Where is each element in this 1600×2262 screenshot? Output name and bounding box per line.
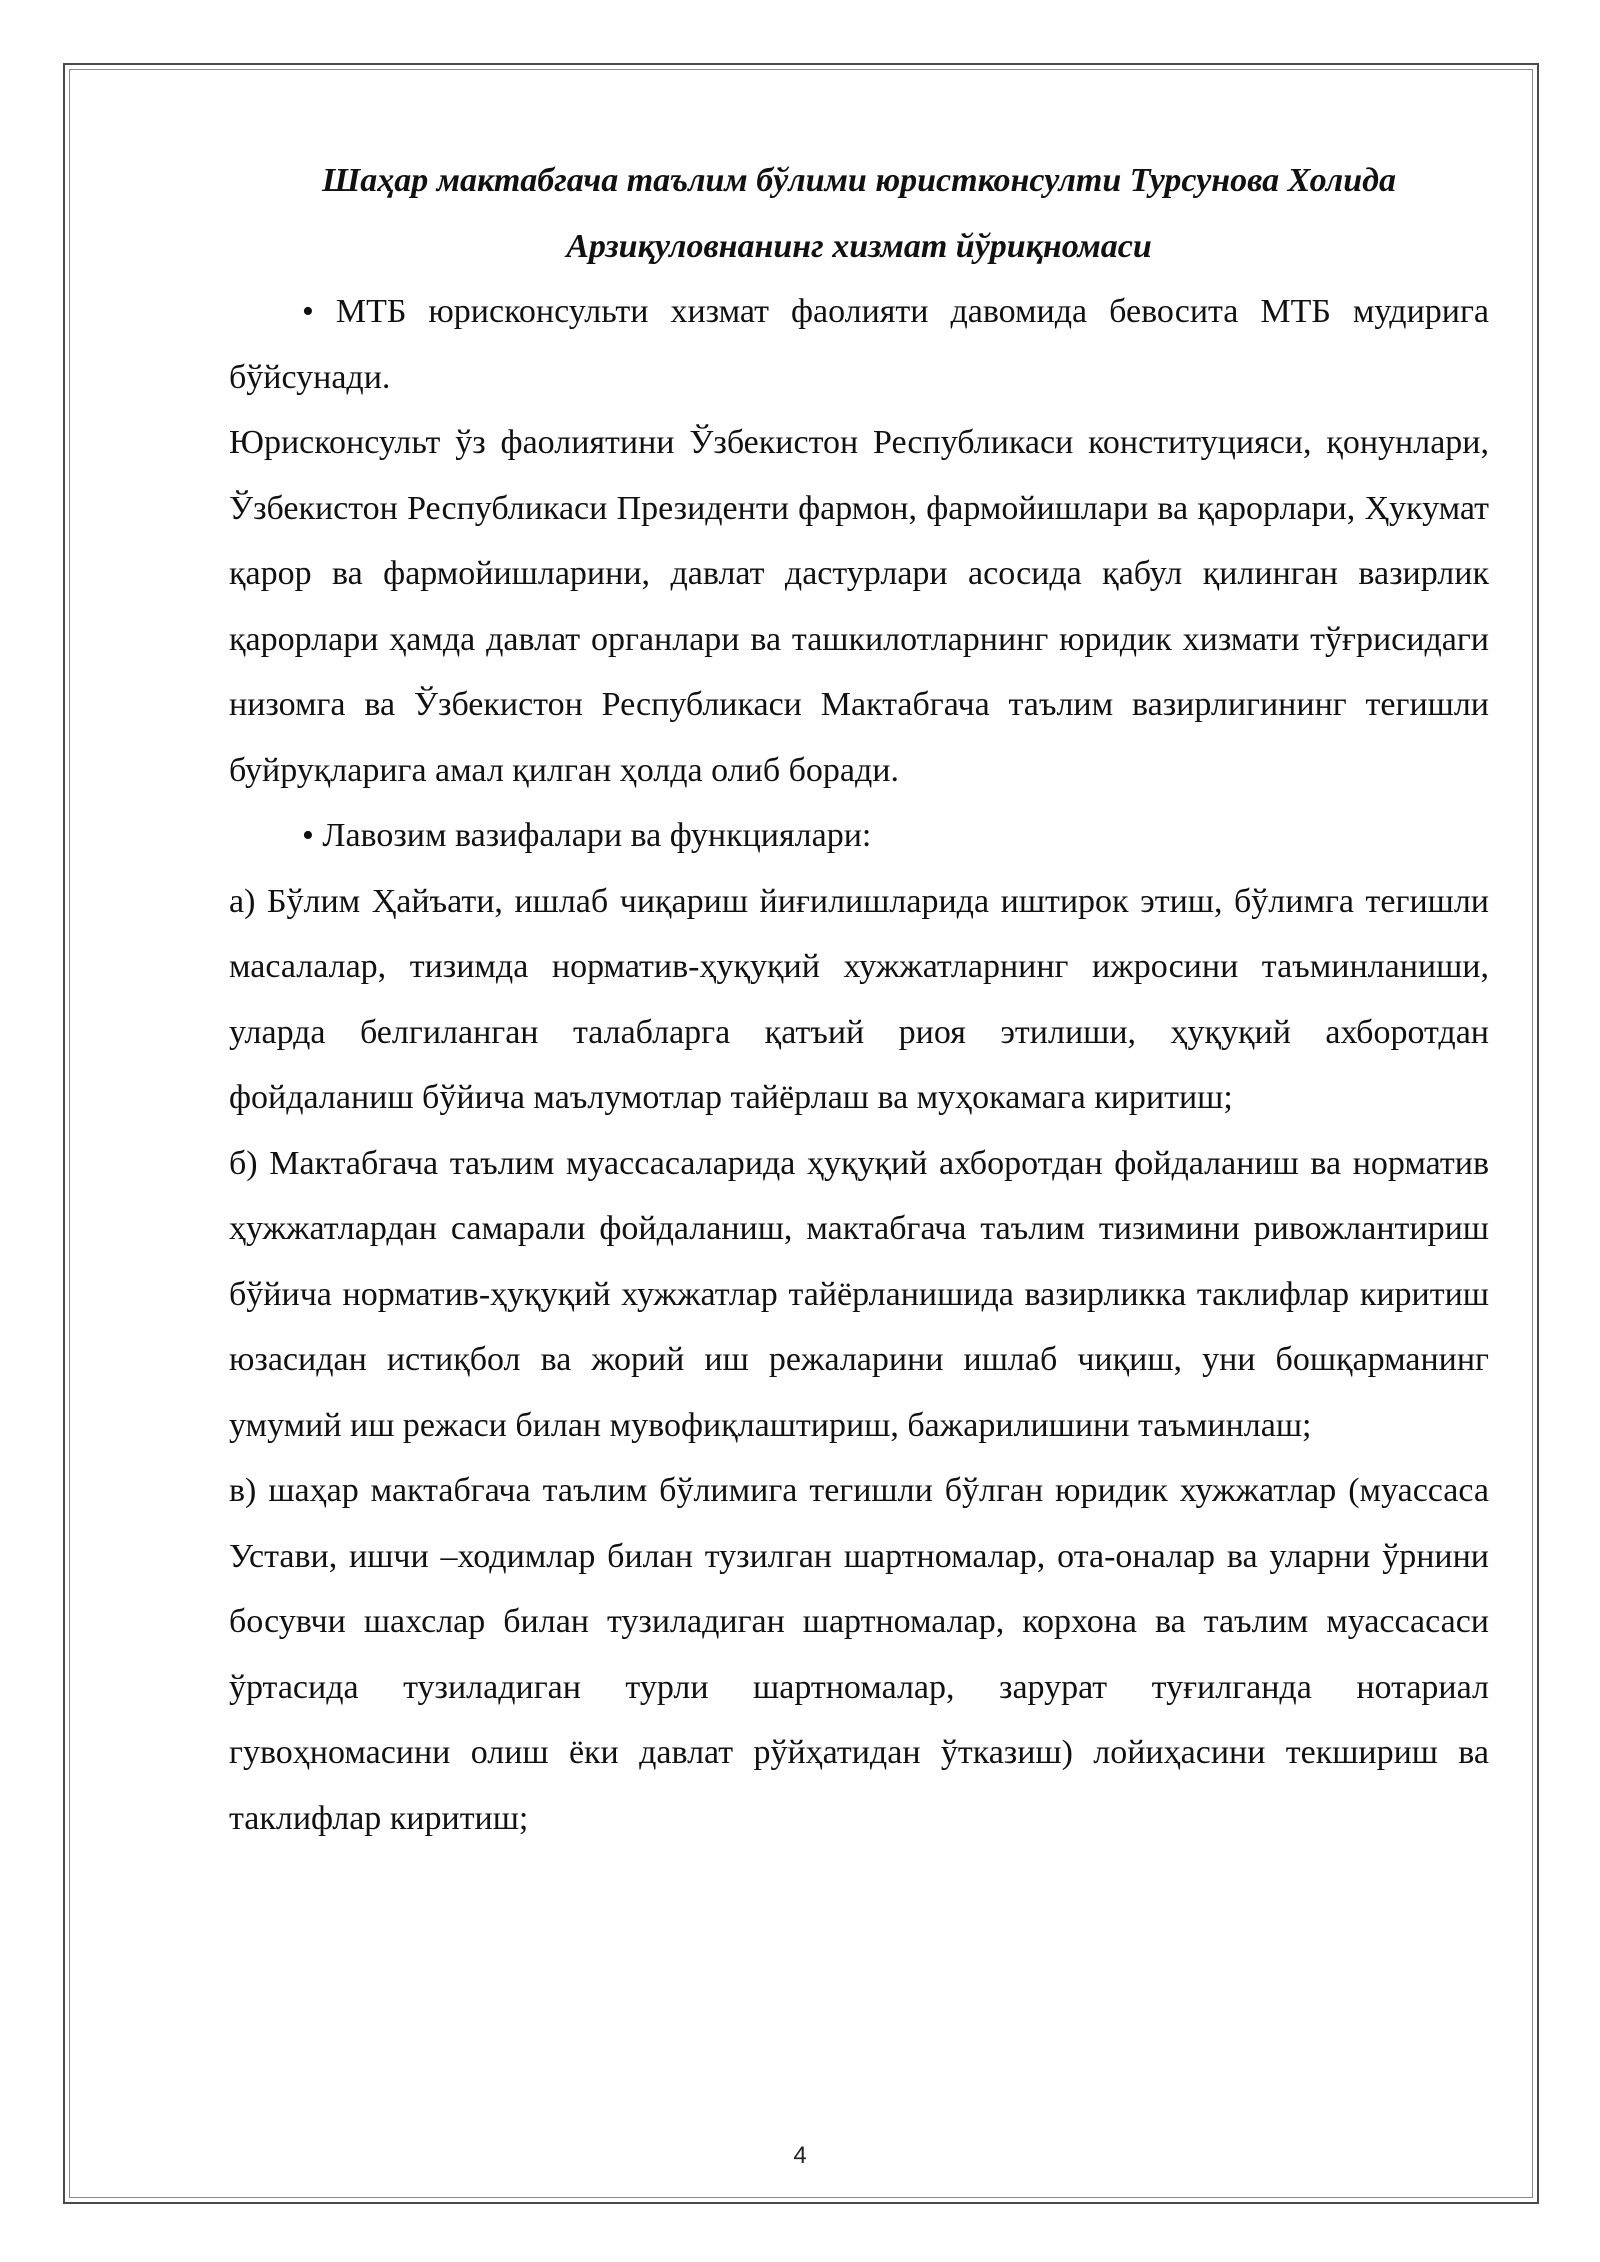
page-number: 4 <box>793 2142 807 2169</box>
document-body <box>229 148 1489 1851</box>
paragraph-duties-heading: • Лавозим вазифалари ва функциялари: <box>302 817 872 854</box>
paragraph-duty-v: в) шаҳар мактабгача таълим бўлимига тегишли бўлган юридик хужжатлар (муассаса Устави, ишчи –ходимлар билан тузилган шартномалар, ота-оналар ва уларни ўрнини босувчи шахслар билан тузиладиган шартномалар, корхона ва таълим муассасаси ўртасида тузиладиган турли шартномалар, зарурат туғилганда нотариал гувоҳномасини олиш ёки давлат рўйҳатидан ўтказиш) лойиҳасини текшириш ва таклифлар киритиш; <box>229 1472 1489 1837</box>
paragraph-duty-b: б) Мактабгача таълим муассасаларида ҳуқуқий ахборотдан фойдаланиш ва норматив ҳужжатлардан самарали фойдаланиш, мактабгача таълим тизимини ривожлантириш бўйича норматив-ҳуқуқий хужжатлар тайёрланишида вазирликка таклифлар киритиш юзасидан истиқбол ва жорий иш режаларини ишлаб чиқиш, уни бошқарманинг умумий иш режаси билан мувофиқлаштириш, бажарилишини таъминлаш; <box>229 1144 1489 1444</box>
paragraph-duty-a: а) Бўлим Ҳайъати, ишлаб чиқариш йиғилишларида иштирок этиш, бўлимга тегишли масалалар, тизимда норматив-ҳуқуқий хужжатларнинг ижросини таъминланиши, уларда белгиланган талабларга қатъий риоя этилиши, ҳуқуқий ахборотдан фойдаланиш бўйича маълумотлар тайёрлаш ва муҳокамага киритиш; <box>229 882 1489 1116</box>
paragraph-legal-basis: Юрисконсульт ўз фаолиятини Ўзбекистон Республикаси конституцияси, қонунлари, Ўзбекистон Республикаси Президенти фармон, фармойишлари ва қарорлари, Ҳукумат қарор ва фармойишларини, давлат дастурлари асосида қабул қилинган вазирлик қарорлари ҳамда давлат органлари ва ташкилотларнинг юридик хизмати тўғрисидаги низомга ва Ўзбекистон Республикаси Мактабгача таълим вазирлигининг тегишли буйруқларига амал қилган ҳолда олиб боради. <box>229 424 1489 789</box>
document-title <box>229 148 1489 279</box>
title-line-1: Шаҳар мактабгача таълим бўлими юристконсулти Турсунова Холида <box>321 162 1397 199</box>
paragraph-subordination: • МТБ юрисконсульти хизмат фаолияти давомида бевосита МТБ мудирига бўйсунади. <box>229 293 1489 396</box>
title-line-2: Арзиқуловнанинг хизмат йўриқномаси <box>566 227 1152 265</box>
